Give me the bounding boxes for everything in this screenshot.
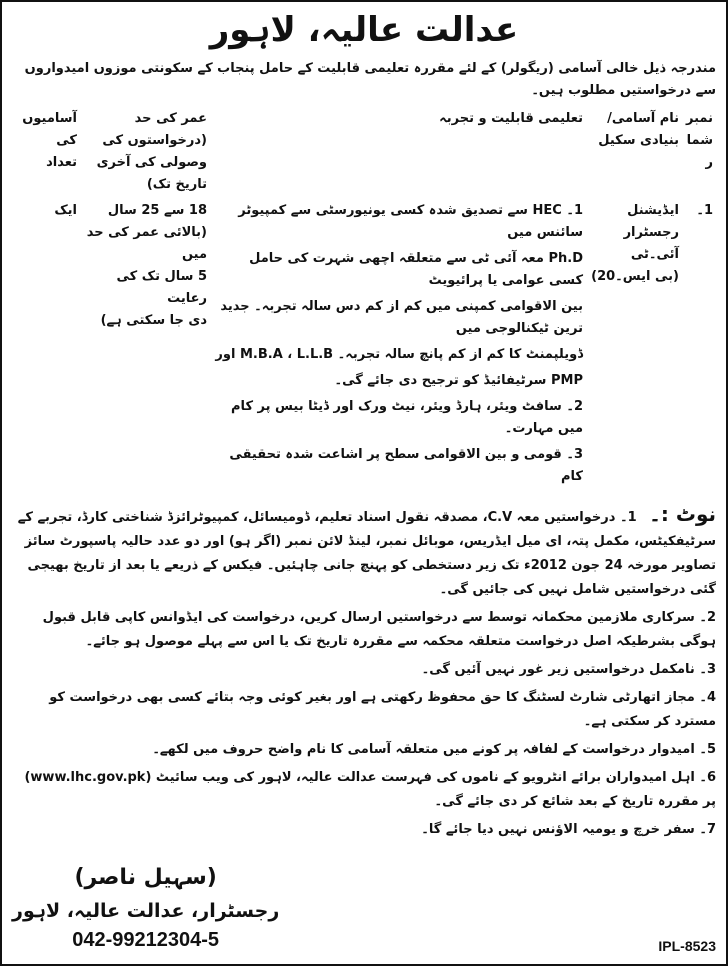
note-line: مقررہ تاریخ تک یا اس سے پہلے موصول ہو جائے۔ — [85, 634, 393, 649]
qualification-line: 2۔ سافٹ ویئر، ہارڈ ویئر، نیٹ ورک اور ڈیٹا بیس پر کام میں مہارت۔ — [231, 399, 583, 436]
header-post-line: نام آسامی/ — [607, 111, 679, 126]
note-line: 5۔ امیدوار درخواست کے لفافہ پر کونے میں متعلقہ آسامی کا نام واضح حروف میں لکھے۔ — [152, 742, 716, 757]
note-2 — [12, 606, 716, 654]
note-line: کے ذریعے یا بعد از تاریخ بھیجی گئی درخواستیں شامل نہیں کی جائیں گی۔ — [27, 558, 716, 597]
row-age-line: (بالائی عمر کی حد میں — [86, 225, 207, 262]
header-number — [682, 106, 716, 198]
qualification-line: Ph.D معہ آئی ٹی سے متعلقہ اچھی شہرت کی حامل کسی عوامی یا پرائیویٹ — [249, 251, 583, 288]
notes-label: نوٹ :۔ — [649, 502, 716, 526]
row-age-line: 5 سال تک کی رعایت — [116, 269, 207, 306]
posts-table — [12, 106, 716, 494]
qualification-line: PMP سرٹیفائیڈ کو ترجیح دی جائے گی۔ — [334, 373, 583, 388]
row-number: 1۔ — [696, 203, 713, 218]
note-line: 7۔ سفر خرچ و یومیہ الاؤنس نہیں دیا جائے گا۔ — [421, 822, 716, 837]
note-line: 2۔ سرکاری ملازمین محکمانہ توسط سے درخواستیں ارسال کریں، درخواست کی ایڈوانس کاپی قابل قبول ہوگی بشرطیکہ اصل درخواست متعلقہ محکمہ سے — [42, 610, 716, 649]
header-age-line: عمر کی حد (درخواستوں کی — [102, 111, 207, 148]
header-age-line: وصولی کی آخری تاریخ تک) — [96, 155, 207, 192]
table-header-row — [12, 106, 716, 198]
note-5 — [12, 738, 716, 762]
note-line: 1۔ درخواستیں معہ C.V، مصدقہ نقول اسناد تعلیم، ڈومیسائل، کمپیوٹرائزڈ شناختی کارڈ، تجربے کے سرٹیفکیٹس، مکمل پتہ، ای میل — [17, 510, 716, 549]
header-number-line: شمار — [686, 133, 713, 170]
row-post — [586, 198, 682, 494]
signatory-designation: رجسٹرار، عدالت عالیہ، لاہور — [12, 900, 280, 922]
header-age — [80, 106, 210, 198]
ad-code: IPL-8523 — [658, 938, 716, 954]
header-qualification: تعلیمی قابلیت و تجربہ — [439, 111, 583, 126]
header-post-line: بنیادی سکیل — [598, 133, 679, 148]
row-age-line: 18 سے 25 سال — [107, 203, 207, 218]
note-4 — [12, 686, 716, 734]
note-6 — [12, 766, 716, 814]
header-count — [12, 106, 80, 198]
qualification-line: 3۔ قومی و بین الاقوامی سطح پر اشاعت شدہ تحقیقی کام — [229, 447, 583, 484]
note-line: ایڈریس، موبائل نمبر، لینڈ لائن نمبر (اگر ہو) اور دو عدد حالیہ پاسپورٹ سائز تصاویر مورخہ 24 جون 2012ء تک زیر دستخطی کو پہنچ جانی چاہئیں۔ فیکس — [24, 534, 716, 573]
signatory — [12, 860, 279, 954]
qualification-line: بین الاقوامی کمپنی میں کم از کم دس سالہ تجربہ۔ جدید ترین ٹیکنالوجی میں — [220, 299, 583, 336]
note-line: 4۔ مجاز اتھارٹی شارٹ لسٹنگ کا حق محفوظ رکھتی ہے اور بغیر کوئی وجہ بتائے کسی بھی درخواست کو مسترد کر سکتی ہے۔ — [49, 690, 716, 729]
table-row — [12, 198, 716, 494]
note-7 — [12, 818, 716, 842]
signature-block — [12, 860, 716, 954]
note-line: شائع کر دی جائے گی۔ — [434, 794, 574, 809]
signatory-name: (سہیل ناصر) — [74, 865, 217, 890]
header-number-line: نمبر — [686, 111, 713, 126]
header-count-line: تعداد — [46, 155, 77, 170]
note-line: 6۔ اہل امیدواران برائے انٹرویو کے ناموں کی فہرست عدالت عالیہ، لاہور کی ویب سائیٹ (www.lhc.gov.pk) پر مقررہ تاریخ کے بعد — [24, 770, 716, 809]
row-count: ایک — [54, 203, 77, 218]
note-1 — [12, 502, 716, 602]
header-count-line: آسامیوں کی — [22, 111, 77, 148]
page-title: عدالت عالیہ، لاہور — [209, 10, 519, 50]
intro-text: مندرجہ ذیل خالی آسامی (ریگولر) کے لئے مقررہ تعلیمی قابلیت کے حامل پنجاب کے سکونتی موزوں امیدواروں سے درخواستیں مطلوب ہیں۔ — [24, 61, 716, 98]
phone-number: 042-99212304-5 — [72, 929, 220, 951]
note-3 — [12, 658, 716, 682]
note-line: 3۔ نامکمل درخواستیں زیر غور نہیں آئیں گی۔ — [421, 662, 716, 677]
row-age — [80, 198, 210, 494]
notes-section — [12, 502, 716, 842]
row-qualification — [210, 198, 586, 494]
row-age-line: دی جا سکتی ہے) — [100, 313, 207, 328]
row-post-line: ایڈیشنل رجسٹرار — [623, 203, 679, 240]
header-post — [586, 106, 682, 198]
row-scale: (بی ایس۔20) — [591, 269, 679, 284]
qualification-line: 1۔ HEC سے تصدیق شدہ کسی یونیورسٹی سے کمپیوٹر سائنس میں — [238, 203, 583, 240]
row-post-line: آئی۔ٹی — [630, 247, 679, 262]
qualification-line: ڈویلپمنٹ کا کم از کم پانچ سالہ تجربہ۔ M.B.A ، L.L.B اور — [215, 347, 583, 362]
